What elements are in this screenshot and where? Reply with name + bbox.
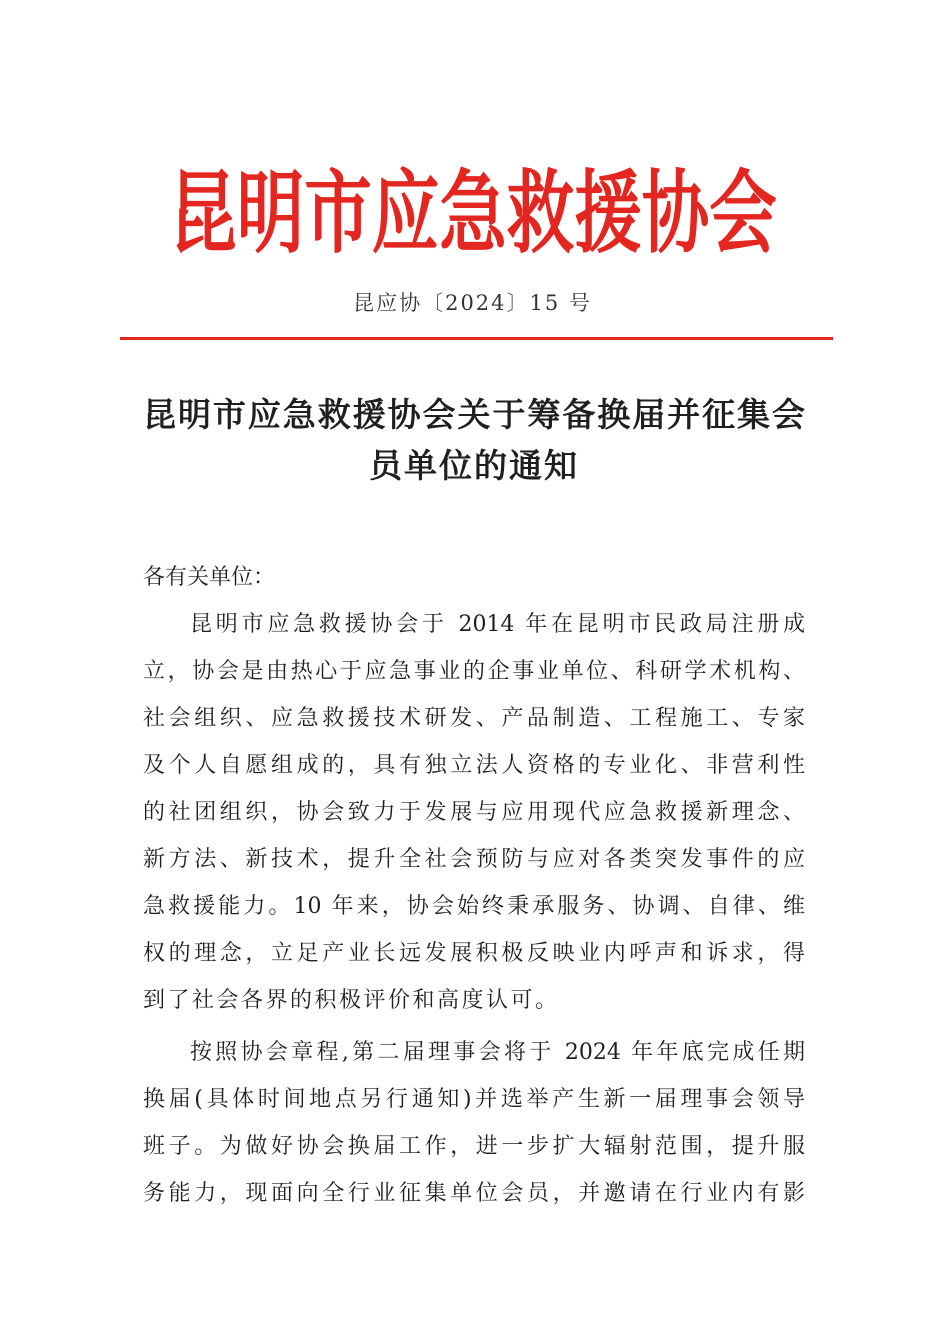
paragraph-line: 到了社会各界的积极评价和高度认可。: [143, 988, 560, 1013]
document-body: [143, 554, 805, 1217]
document-number: 昆应协〔2024〕15 号: [353, 291, 592, 315]
document-title: [143, 389, 805, 491]
paragraph-line: 昆明市应急救援协会于 2014 年在昆明市民政局注册成: [190, 612, 805, 637]
paragraph-line: 急救援能力。10 年来，协会始终秉承服务、协调、自律、维: [143, 894, 805, 919]
paragraph-line: 换届(具体时间地点另行通知)并选举产生新一届理事会领导: [143, 1087, 805, 1112]
paragraph-line: 权的理念，立足产业长远发展积极反映业内呼声和诉求，得: [143, 941, 805, 966]
org-name-heading: [0, 158, 945, 268]
paragraph-line: 班子。为做好协会换届工作，进一步扩大辐射范围，提升服: [143, 1134, 805, 1159]
org-name-text: 昆明市应急救援协会: [168, 160, 777, 266]
paragraph-line: 社会组织、应急救援技术研发、产品制造、工程施工、专家: [143, 706, 805, 731]
document-title-line-1: 昆明市应急救援协会关于筹备换届并征集会: [143, 395, 805, 434]
paragraph-line: 的社团组织，协会致力于发展与应用现代应急救援新理念、: [143, 800, 805, 825]
paragraph-2: [143, 1029, 805, 1217]
paragraph-line: 按照协会章程,第二届理事会将于 2024 年年底完成任期: [190, 1040, 805, 1065]
paragraph-1: [143, 601, 805, 1024]
paragraph-line: 立，协会是由热心于应急事业的企事业单位、科研学术机构、: [143, 659, 805, 684]
paragraph-line: 务能力，现面向全行业征集单位会员，并邀请在行业内有影: [143, 1181, 805, 1206]
document-title-line-2: 员单位的通知: [369, 446, 579, 485]
red-divider: [120, 337, 833, 340]
salutation: 各有关单位：: [143, 565, 276, 590]
paragraph-line: 新方法、新技术，提升全社会预防与应对各类突发事件的应: [143, 847, 805, 872]
paragraph-line: 及个人自愿组成的，具有独立法人资格的专业化、非营利性: [143, 753, 805, 778]
